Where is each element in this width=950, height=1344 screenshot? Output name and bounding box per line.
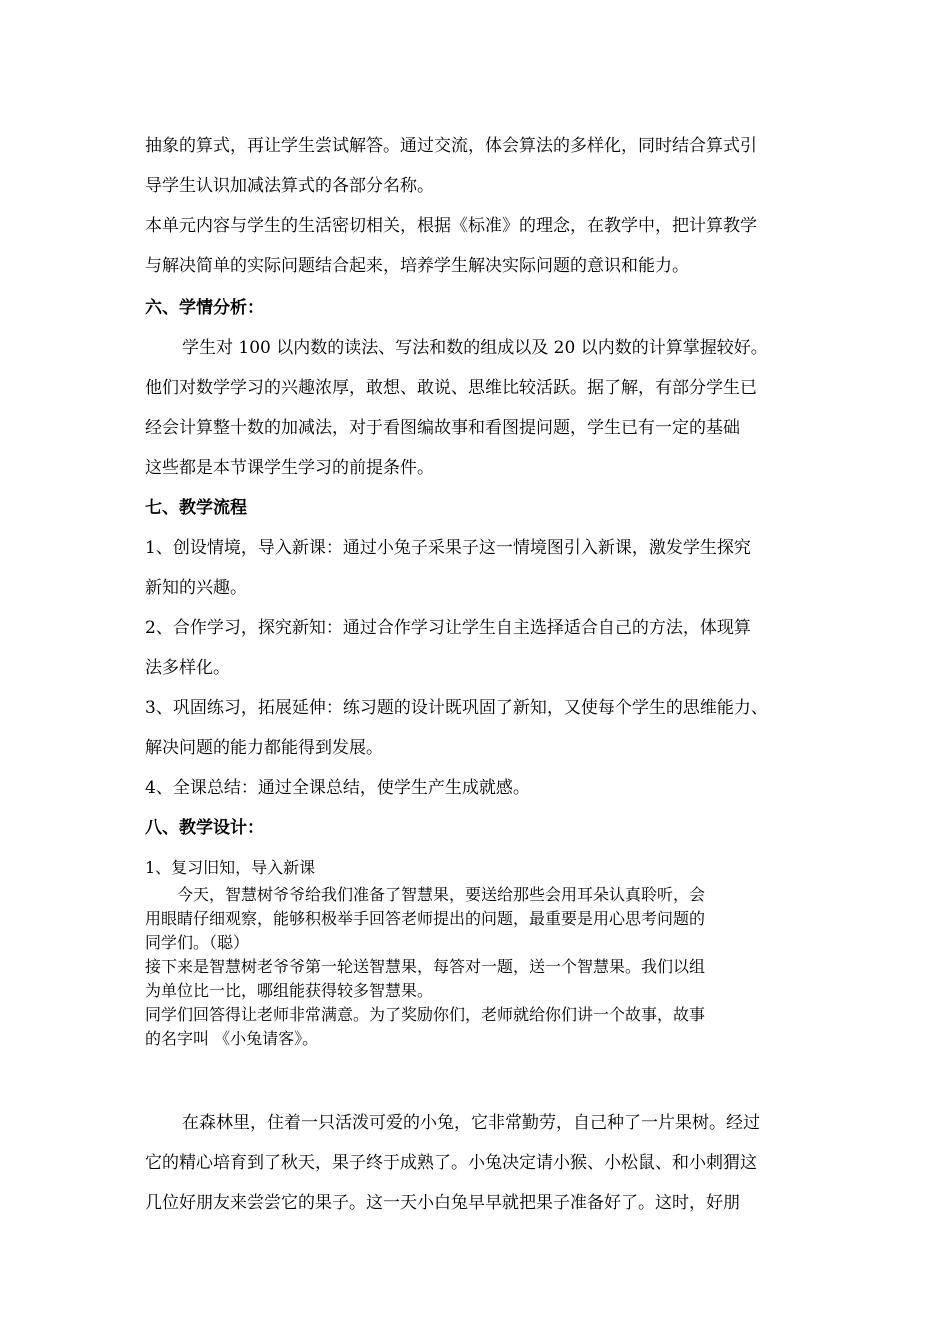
paragraph-line: 这些都是本节课学生学习的前提条件。 (145, 458, 434, 478)
section-heading: 六、学情分析： (145, 298, 264, 318)
paragraph-line: 的名字叫 《小兔请客》。 (145, 1029, 319, 1048)
section-heading: 八、教学设计： (145, 818, 264, 838)
paragraph-line: 经会计算整十数的加减法，对于看图编故事和看图提问题，学生已有一定的基础 (145, 418, 740, 438)
paragraph-line: 导学生认识加减法算式的各部分名称。 (145, 176, 434, 196)
paragraph-line: 与解决简单的实际问题结合起来，培养学生解决实际问题的意识和能力。 (145, 256, 689, 276)
paragraph-line: 为单位比一比，哪组能获得较多智慧果。 (145, 981, 434, 1000)
section-heading: 七、教学流程 (145, 498, 247, 518)
paragraph-line: 3、巩固练习，拓展延伸：练习题的设计既巩固了新知，又使每个学生的思维能力、 (145, 698, 768, 718)
paragraph-line: 用眼睛仔细观察，能够积极举手回答老师提出的问题，最重要是用心思考问题的 (145, 909, 706, 928)
paragraph-line: 1、创设情境，导入新课：通过小兔子采果子这一情境图引入新课，激发学生探究 (145, 538, 751, 558)
paragraph-line: 法多样化。 (145, 658, 230, 678)
paragraph-line: 接下来是智慧树老爷爷第一轮送智慧果，每答对一题，送一个智慧果。我们以组 (145, 957, 706, 976)
paragraph-line: 它的精心培育到了秋天，果子终于成熟了。小兔决定请小猴、小松鼠、和小刺猬这 (145, 1153, 757, 1173)
paragraph-line: 几位好朋友来尝尝它的果子。这一天小白兔早早就把果子准备好了。这时，好朋 (145, 1193, 740, 1213)
paragraph-line: 本单元内容与学生的生活密切相关，根据《标准》的理念，在教学中，把计算教学 (145, 216, 757, 236)
paragraph-line: 同学们。（聪） (145, 933, 250, 952)
paragraph-line: 2、合作学习，探究新知：通过合作学习让学生自主选择适合自己的方法，体现算 (145, 618, 751, 638)
paragraph-line: 同学们回答得让老师非常满意。为了奖励你们，老师就给你们讲一个故事，故事 (145, 1005, 706, 1024)
paragraph-line: 今天，智慧树爷爷给我们准备了智慧果，要送给那些会用耳朵认真聆听，会 (177, 885, 706, 904)
paragraph-line: 新知的兴趣。 (145, 578, 247, 598)
paragraph-line: 解决问题的能力都能得到发展。 (145, 738, 383, 758)
paragraph-line: 抽象的算式，再让学生尝试解答。通过交流，体会算法的多样化，同时结合算式引 (145, 136, 757, 156)
paragraph-line: 4、全课总结：通过全课总结，使学生产生成就感。 (145, 778, 530, 798)
paragraph-line: 学生对 100 以内数的读法、写法和数的组成以及 20 以内数的计算掌握较好。 (182, 338, 768, 358)
paragraph-line: 1、复习旧知，导入新课 (145, 858, 316, 877)
paragraph-line: 他们对数学学习的兴趣浓厚，敢想、敢说、思维比较活跃。据了解，有部分学生已 (145, 378, 757, 398)
paragraph-line: 在森林里，住着一只活泼可爱的小兔，它非常勤劳，自己种了一片果树。经过 (182, 1113, 760, 1133)
